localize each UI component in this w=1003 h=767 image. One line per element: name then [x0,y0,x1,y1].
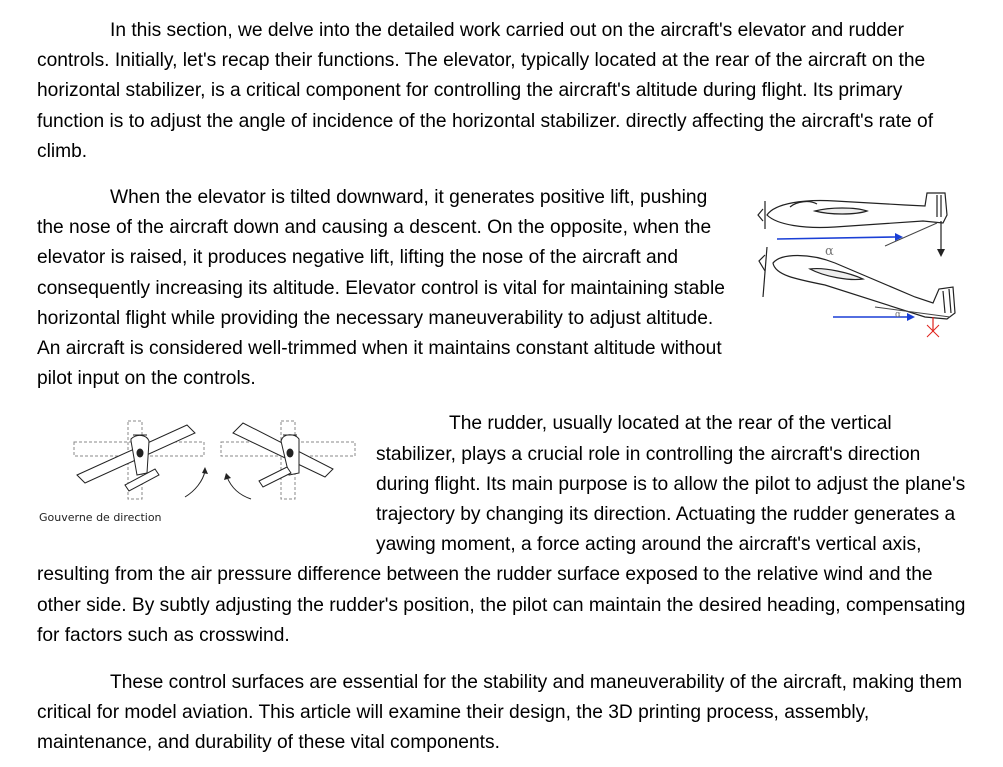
plane-yaw-right-icon [221,421,355,499]
paragraph-rudder: The rudder, usually located at the rear of the vertical stabilizer, plays a crucial role in controlling the aircraft's direction during flight. Its main purpose is to allow the pilot to adjust the plane's trajectory by changing its direction. Actuating the rudder generates a yawing moment, a force acting around the aircraft's vertical axis, resulting from the air pressure difference between the rudder surface exposed to the relative wind and the other side. By subtly adjusting the rudder's position, the pilot can maintain the desired heading, compensating for factors such as crosswind. [37,413,966,646]
rudder-caption: Gouverne de direction [39,511,162,525]
plane-yaw-left-icon [74,421,204,499]
elevator-figure [755,185,970,353]
paragraph-elevator: When the elevator is tilted downward, it generates positive lift, pushing the nose of the aircraft down and causing a descent. On the opposite, when the elevator is raised, it produces negative lift, lifting the nose of the aircraft and consequently increasing its altitude. Elevator control is vital for maintaining stable horizontal flight while providing the necessary maneuverability to adjust altitude. An aircraft is considered well-trimmed when it maintains constant altitude without pilot input on the controls. [37,187,725,390]
paragraph-intro: In this section, we delve into the detailed work carried out on the aircraft's elevator and rudder controls. Initially, let's recap their functions. The elevator, typically located at the rear of the aircraft on the horizontal stabilizer, is a critical component for controlling the aircraft's altitude during flight. Its primary function is to adjust the angle of incidence of the horizontal stabilizer. directly affecting the aircraft's rate of climb. [37,20,934,162]
rudder-diagram [37,411,371,511]
plane-level-icon [758,193,947,229]
document-page [37,16,972,759]
rudder-figure [37,411,371,531]
paragraph-conclusion: These control surfaces are essential for the stability and maneuverability of the aircraft, making them critical for model aviation. This article will examine their design, the 3D printing process, assembly, maintenance, and durability of these vital components. [37,672,963,754]
svg-text:α: α [895,310,902,321]
elevator-diagram [755,185,970,353]
plane-pitched-icon [759,247,955,319]
svg-text:α: α [825,244,834,260]
